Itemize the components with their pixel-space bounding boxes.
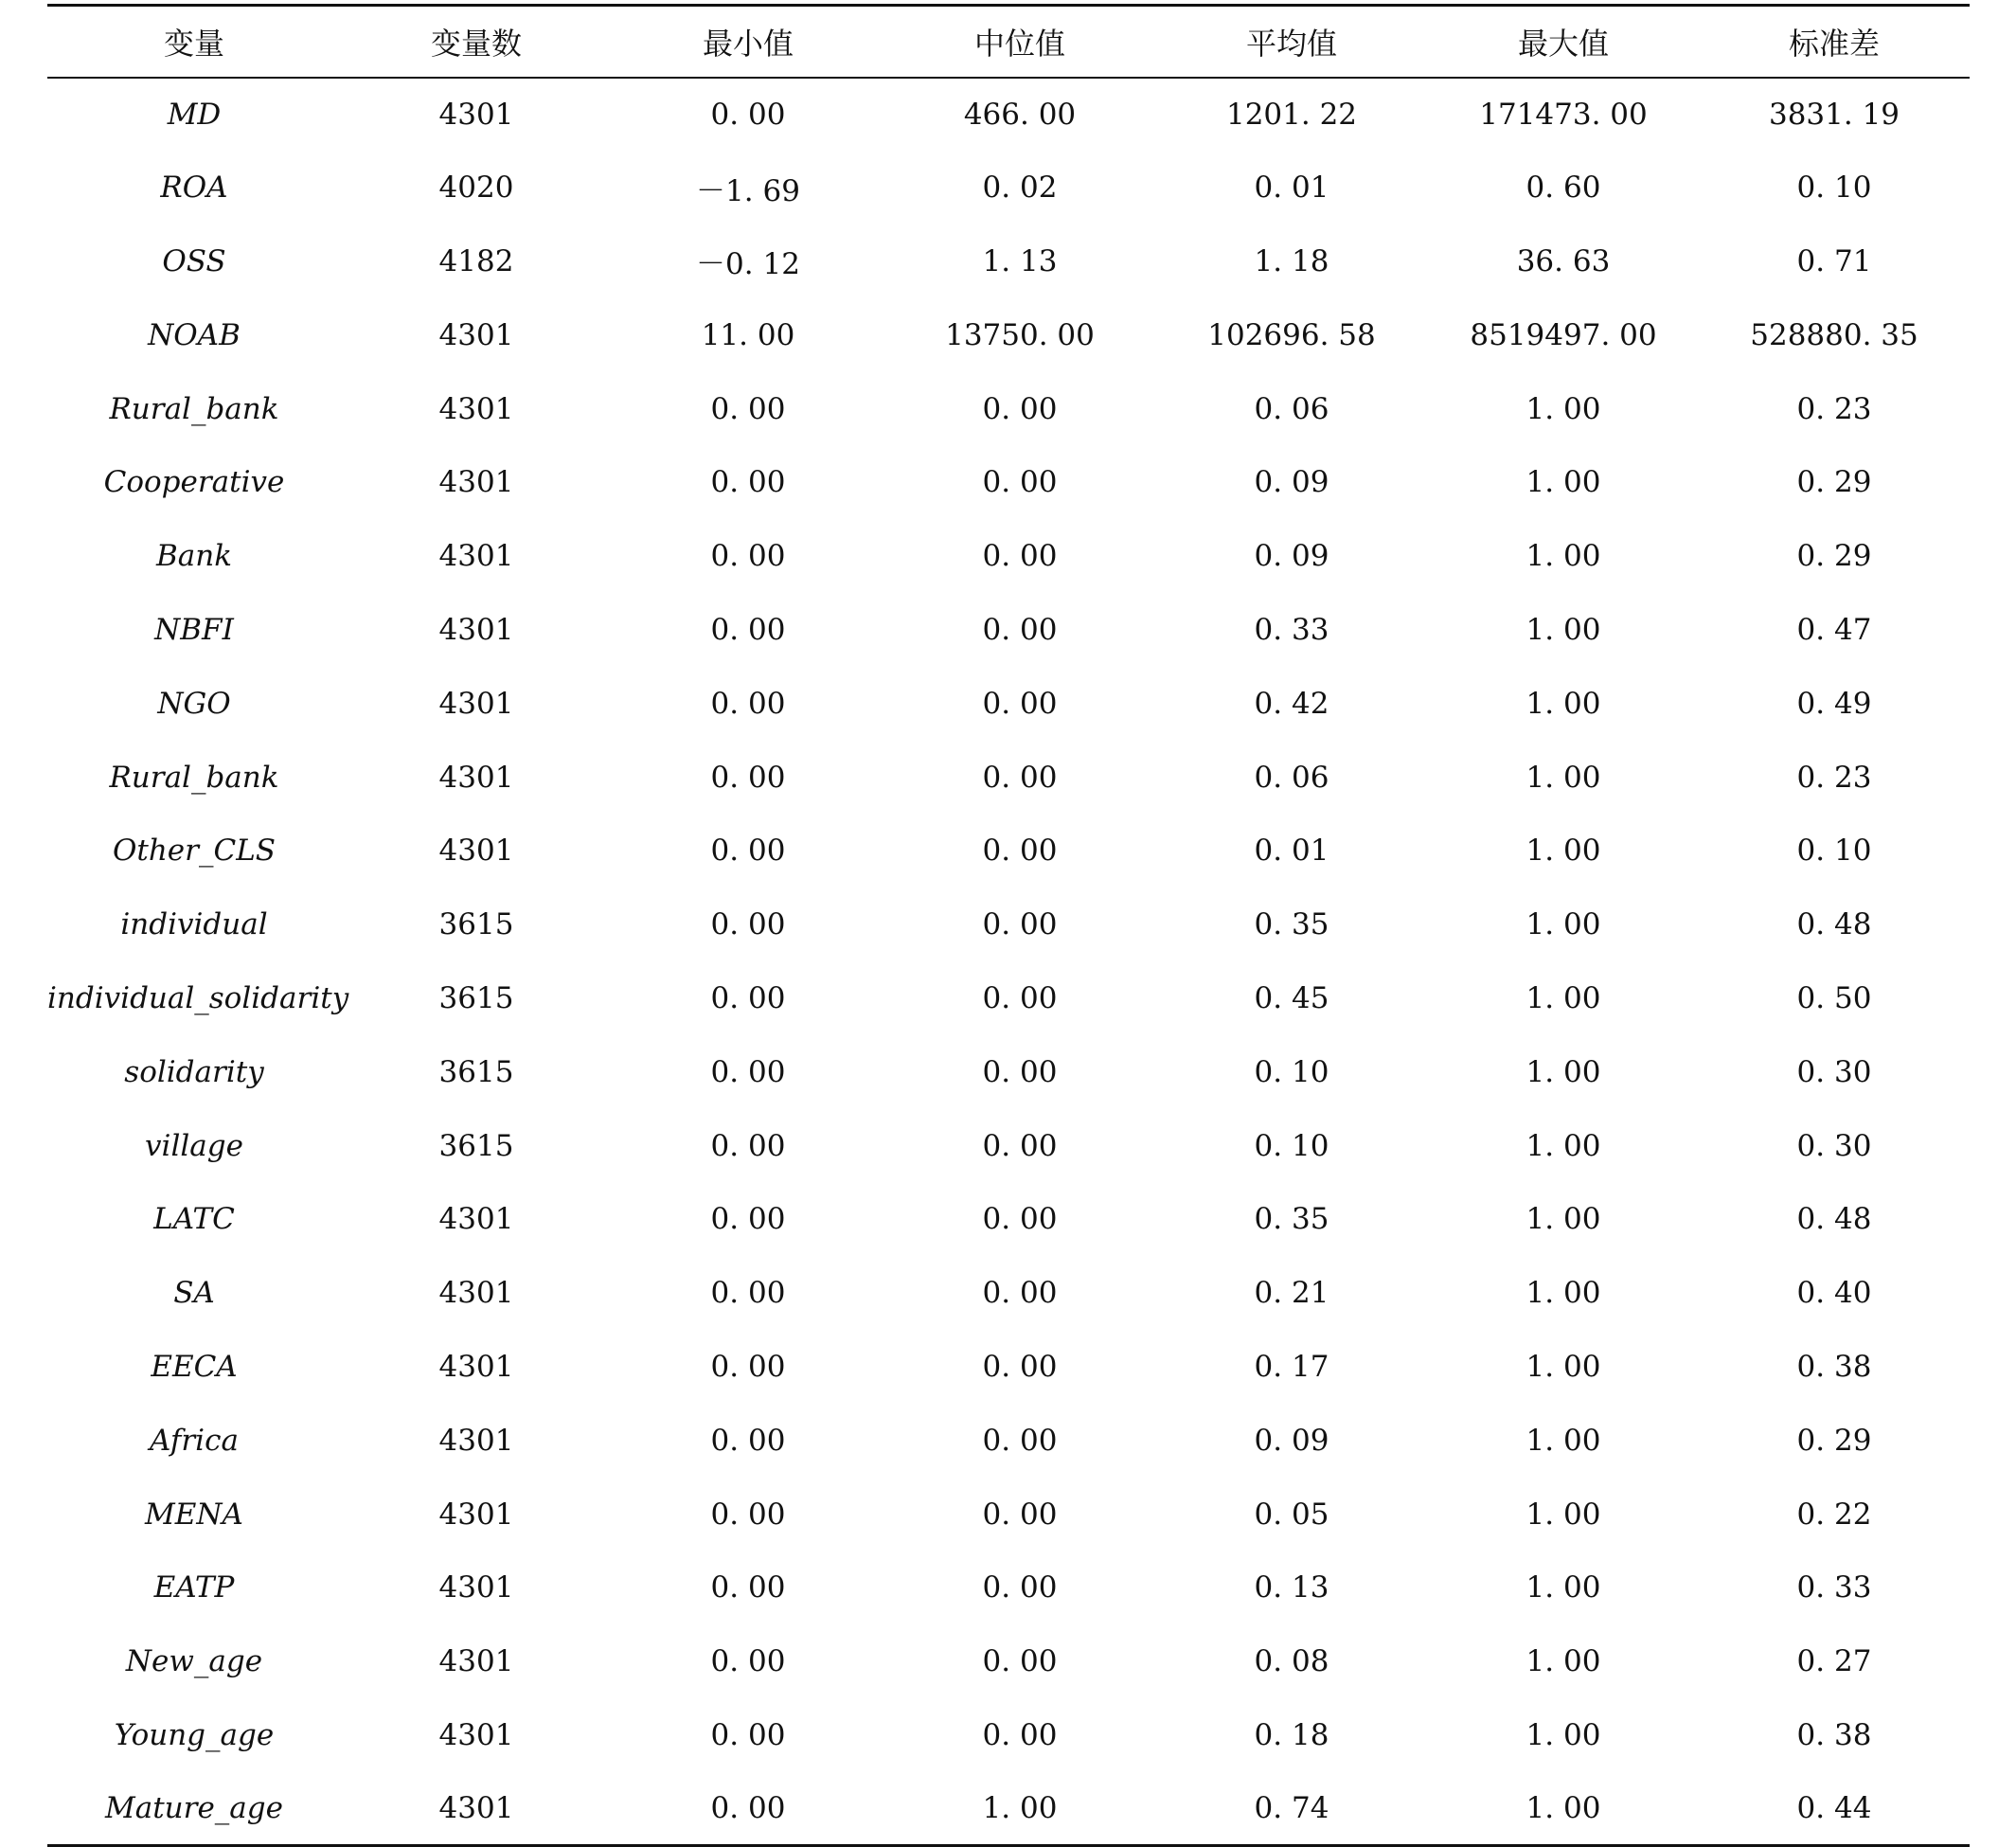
- min-cell: 0. 00: [710, 980, 786, 1015]
- count-cell: 4020: [438, 170, 514, 206]
- table-row: [47, 961, 1970, 1035]
- mean-cell: 0. 42: [1254, 686, 1329, 721]
- min-cell: 0. 00: [710, 760, 786, 795]
- median-cell: 0. 00: [982, 612, 1058, 647]
- variable-name-cell: village: [145, 1128, 243, 1163]
- variable-name-cell: NBFI: [154, 612, 234, 647]
- mean-cell: 0. 13: [1254, 1570, 1329, 1605]
- median-cell: 0. 00: [982, 539, 1058, 574]
- std-cell: 0. 10: [1796, 170, 1872, 206]
- max-cell: 1. 00: [1525, 686, 1601, 721]
- median-cell: 0. 00: [982, 1423, 1058, 1458]
- table-row: [47, 667, 1970, 741]
- median-cell: 0. 00: [982, 1349, 1058, 1384]
- variable-name-cell: NOAB: [148, 317, 241, 352]
- mean-cell: 0. 09: [1254, 1423, 1329, 1458]
- mean-cell: 0. 10: [1254, 1054, 1329, 1089]
- mean-cell: 0. 74: [1155, 1772, 1428, 1846]
- std-cell: 0. 33: [1796, 1570, 1872, 1605]
- median-cell: 0. 00: [982, 686, 1058, 721]
- descriptive-statistics-table-wrapper: [47, 4, 1970, 1847]
- min-cell: 0. 00: [710, 1276, 786, 1311]
- variable-name-cell: Young_age: [114, 1717, 275, 1752]
- descriptive-statistics-table: [47, 4, 1970, 1847]
- count-cell: 4182: [438, 243, 514, 278]
- std-cell: 0. 38: [1796, 1349, 1872, 1384]
- table-row: [47, 298, 1970, 372]
- max-cell: 1. 00: [1525, 539, 1601, 574]
- table-row: [47, 741, 1970, 815]
- median-cell: 0. 00: [982, 1202, 1058, 1237]
- min-cell: 0. 00: [710, 1644, 786, 1679]
- table-header: [47, 6, 1970, 78]
- table-row: [47, 151, 1970, 224]
- std-cell: 0. 49: [1796, 686, 1872, 721]
- std-cell: 528880. 35: [1750, 317, 1918, 352]
- min-cell: 0. 00: [710, 834, 786, 869]
- median-cell: 0. 00: [982, 980, 1058, 1015]
- mean-cell: 0. 06: [1254, 391, 1329, 426]
- max-cell: 1. 00: [1525, 1128, 1601, 1163]
- median-cell: 0. 00: [982, 760, 1058, 795]
- mean-cell: 0. 18: [1254, 1717, 1329, 1752]
- header-max: 最大值: [1428, 6, 1699, 78]
- header-variable: 变量: [47, 6, 341, 78]
- mean-cell: 1. 18: [1254, 243, 1329, 278]
- median-cell: 0. 00: [982, 391, 1058, 426]
- max-cell: 1. 00: [1525, 1717, 1601, 1752]
- min-cell: 0. 00: [710, 97, 786, 132]
- mean-cell: 102696. 58: [1207, 317, 1376, 352]
- table-row: [47, 1256, 1970, 1330]
- min-cell: 0. 00: [710, 391, 786, 426]
- std-cell: 0. 10: [1796, 834, 1872, 869]
- count-cell: 4301: [438, 1349, 514, 1384]
- table-row: [47, 814, 1970, 888]
- table-row: [47, 888, 1970, 961]
- median-cell: 0. 00: [982, 1570, 1058, 1605]
- count-cell: 4301: [438, 686, 514, 721]
- max-cell: 1. 00: [1525, 1570, 1601, 1605]
- variable-name-cell: ROA: [160, 170, 228, 206]
- variable-name-cell: individual: [120, 907, 268, 942]
- table-row: [47, 1035, 1970, 1109]
- min-cell: 0. 00: [710, 907, 786, 942]
- median-cell: 0. 00: [982, 1717, 1058, 1752]
- min-cell: 0. 00: [710, 1717, 786, 1752]
- std-cell: 0. 29: [1796, 465, 1872, 500]
- mean-cell: 0. 09: [1254, 539, 1329, 574]
- count-cell: 4301: [438, 1423, 514, 1458]
- variable-name-cell: Mature_age: [47, 1772, 341, 1846]
- mean-cell: 0. 33: [1254, 612, 1329, 647]
- table-row: [47, 372, 1970, 446]
- std-cell: 0. 23: [1796, 391, 1872, 426]
- variable-name-cell: Bank: [155, 539, 232, 574]
- std-cell: 3831. 19: [1768, 97, 1900, 132]
- table-body: [47, 78, 1970, 1846]
- header-mean: 平均值: [1155, 6, 1428, 78]
- min-cell: 0. 00: [710, 1054, 786, 1089]
- table-row: [47, 1182, 1970, 1256]
- std-cell: 0. 38: [1796, 1717, 1872, 1752]
- table-row: [47, 519, 1970, 593]
- median-cell: 0. 00: [982, 907, 1058, 942]
- min-cell: 0. 00: [612, 1772, 884, 1846]
- header-row: [47, 6, 1970, 78]
- count-cell: 4301: [438, 1202, 514, 1237]
- min-cell: 0. 00: [710, 539, 786, 574]
- std-cell: 0. 29: [1796, 539, 1872, 574]
- median-cell: 1. 00: [884, 1772, 1155, 1846]
- max-cell: 1. 00: [1525, 907, 1601, 942]
- variable-name-cell: Other_CLS: [112, 834, 277, 869]
- max-cell: 1. 00: [1525, 1276, 1601, 1311]
- max-cell: 8519497. 00: [1470, 317, 1657, 352]
- max-cell: 1. 00: [1525, 1054, 1601, 1089]
- max-cell: 1. 00: [1525, 1497, 1601, 1532]
- count-cell: 4301: [438, 834, 514, 869]
- header-min: 最小值: [612, 6, 884, 78]
- max-cell: 0. 60: [1525, 170, 1601, 206]
- min-cell: 0. 00: [710, 1202, 786, 1237]
- max-cell: 1. 00: [1525, 391, 1601, 426]
- header-count: 变量数: [341, 6, 612, 78]
- max-cell: 36. 63: [1516, 243, 1611, 278]
- table-row: [47, 1698, 1970, 1772]
- count-cell: 3615: [438, 980, 514, 1015]
- min-cell: 0. 00: [710, 1570, 786, 1605]
- median-cell: 0. 00: [982, 465, 1058, 500]
- mean-cell: 0. 08: [1254, 1644, 1329, 1679]
- variable-name-cell: LATC: [153, 1202, 235, 1237]
- header-median: 中位值: [884, 6, 1155, 78]
- std-cell: 0. 48: [1796, 1202, 1872, 1237]
- variable-name-cell: MD: [167, 97, 222, 132]
- max-cell: 1. 00: [1525, 1349, 1601, 1384]
- max-cell: 1. 00: [1525, 1644, 1601, 1679]
- table-row: [47, 593, 1970, 667]
- min-cell: 0. 00: [710, 1349, 786, 1384]
- max-cell: 171473. 00: [1479, 97, 1648, 132]
- median-cell: 0. 00: [982, 1644, 1058, 1679]
- std-cell: 0. 30: [1796, 1128, 1872, 1163]
- std-cell: 0. 50: [1796, 980, 1872, 1015]
- mean-cell: 0. 17: [1254, 1349, 1329, 1384]
- max-cell: 1. 00: [1525, 465, 1601, 500]
- variable-name-cell: New_age: [125, 1644, 263, 1679]
- count-cell: 3615: [438, 1054, 514, 1089]
- variable-name-cell: NGO: [157, 686, 231, 721]
- max-cell: 1. 00: [1525, 980, 1601, 1015]
- mean-cell: 0. 01: [1254, 834, 1329, 869]
- variable-name-cell: OSS: [162, 243, 226, 278]
- median-cell: 0. 00: [982, 1128, 1058, 1163]
- min-cell: 0. 00: [710, 1497, 786, 1532]
- table-row: [47, 445, 1970, 519]
- mean-cell: 0. 35: [1254, 1202, 1329, 1237]
- mean-cell: 0. 21: [1254, 1276, 1329, 1311]
- count-cell: 4301: [438, 612, 514, 647]
- max-cell: 1. 00: [1525, 1202, 1601, 1237]
- median-cell: 0. 00: [982, 1054, 1058, 1089]
- max-cell: 1. 00: [1525, 760, 1601, 795]
- std-cell: 0. 22: [1796, 1497, 1872, 1532]
- variable-name-cell: EECA: [151, 1349, 238, 1384]
- count-cell: 4301: [438, 1644, 514, 1679]
- std-cell: 0. 48: [1796, 907, 1872, 942]
- count-cell: 4301: [438, 1276, 514, 1311]
- median-cell: 466. 00: [963, 97, 1077, 132]
- table-row: [47, 1478, 1970, 1551]
- table-row: [47, 1109, 1970, 1183]
- table-row: [47, 1404, 1970, 1478]
- std-cell: 0. 30: [1796, 1054, 1872, 1089]
- median-cell: 0. 00: [982, 834, 1058, 869]
- variable-name-cell: Rural_bank: [109, 760, 279, 795]
- std-cell: 0. 40: [1796, 1276, 1872, 1311]
- max-cell: 1. 00: [1525, 612, 1601, 647]
- mean-cell: 0. 01: [1254, 170, 1329, 206]
- mean-cell: 0. 05: [1254, 1497, 1329, 1532]
- table-row: [47, 1330, 1970, 1404]
- mean-cell: 1201. 22: [1225, 97, 1358, 132]
- mean-cell: 0. 35: [1254, 907, 1329, 942]
- count-cell: 4301: [341, 1772, 612, 1846]
- count-cell: 4301: [438, 391, 514, 426]
- max-cell: 1. 00: [1525, 1423, 1601, 1458]
- std-cell: 0. 27: [1796, 1644, 1872, 1679]
- variable-name-cell: SA: [173, 1276, 215, 1311]
- max-cell: 1. 00: [1525, 834, 1601, 869]
- variable-name-cell: EATP: [153, 1570, 235, 1605]
- mean-cell: 0. 06: [1254, 760, 1329, 795]
- mean-cell: 0. 10: [1254, 1128, 1329, 1163]
- table-row: [47, 224, 1970, 298]
- median-cell: 13750. 00: [945, 317, 1095, 352]
- min-cell: 0. 00: [710, 612, 786, 647]
- count-cell: 4301: [438, 1497, 514, 1532]
- variable-name-cell: individual_solidarity: [47, 980, 349, 1015]
- variable-name-cell: Rural_bank: [109, 391, 279, 426]
- table-row: [47, 1624, 1970, 1698]
- count-cell: 4301: [438, 539, 514, 574]
- variable-name-cell: solidarity: [124, 1054, 264, 1089]
- min-cell: －1. 69: [696, 173, 800, 208]
- min-cell: 0. 00: [710, 1128, 786, 1163]
- count-cell: 3615: [438, 1128, 514, 1163]
- min-cell: －0. 12: [696, 247, 800, 282]
- max-cell: 1. 00: [1428, 1772, 1699, 1846]
- median-cell: 0. 00: [982, 1276, 1058, 1311]
- count-cell: 4301: [438, 760, 514, 795]
- min-cell: 0. 00: [710, 686, 786, 721]
- count-cell: 4301: [438, 317, 514, 352]
- table-row: [47, 78, 1970, 152]
- std-cell: 0. 71: [1796, 243, 1872, 278]
- min-cell: 0. 00: [710, 465, 786, 500]
- variable-name-cell: Cooperative: [103, 465, 285, 500]
- mean-cell: 0. 45: [1254, 980, 1329, 1015]
- std-cell: 0. 47: [1796, 612, 1872, 647]
- count-cell: 4301: [438, 1570, 514, 1605]
- count-cell: 4301: [438, 465, 514, 500]
- table-row: [47, 1551, 1970, 1624]
- header-std: 标准差: [1699, 6, 1970, 78]
- median-cell: 1. 13: [982, 243, 1058, 278]
- count-cell: 4301: [438, 97, 514, 132]
- count-cell: 3615: [438, 907, 514, 942]
- std-cell: 0. 44: [1699, 1772, 1970, 1846]
- min-cell: 0. 00: [710, 1423, 786, 1458]
- variable-name-cell: Africa: [150, 1423, 239, 1458]
- std-cell: 0. 23: [1796, 760, 1872, 795]
- median-cell: 0. 00: [982, 1497, 1058, 1532]
- mean-cell: 0. 09: [1254, 465, 1329, 500]
- variable-name-cell: MENA: [145, 1497, 243, 1532]
- count-cell: 4301: [438, 1717, 514, 1752]
- min-cell: 11. 00: [701, 317, 795, 352]
- median-cell: 0. 02: [982, 170, 1058, 206]
- std-cell: 0. 29: [1796, 1423, 1872, 1458]
